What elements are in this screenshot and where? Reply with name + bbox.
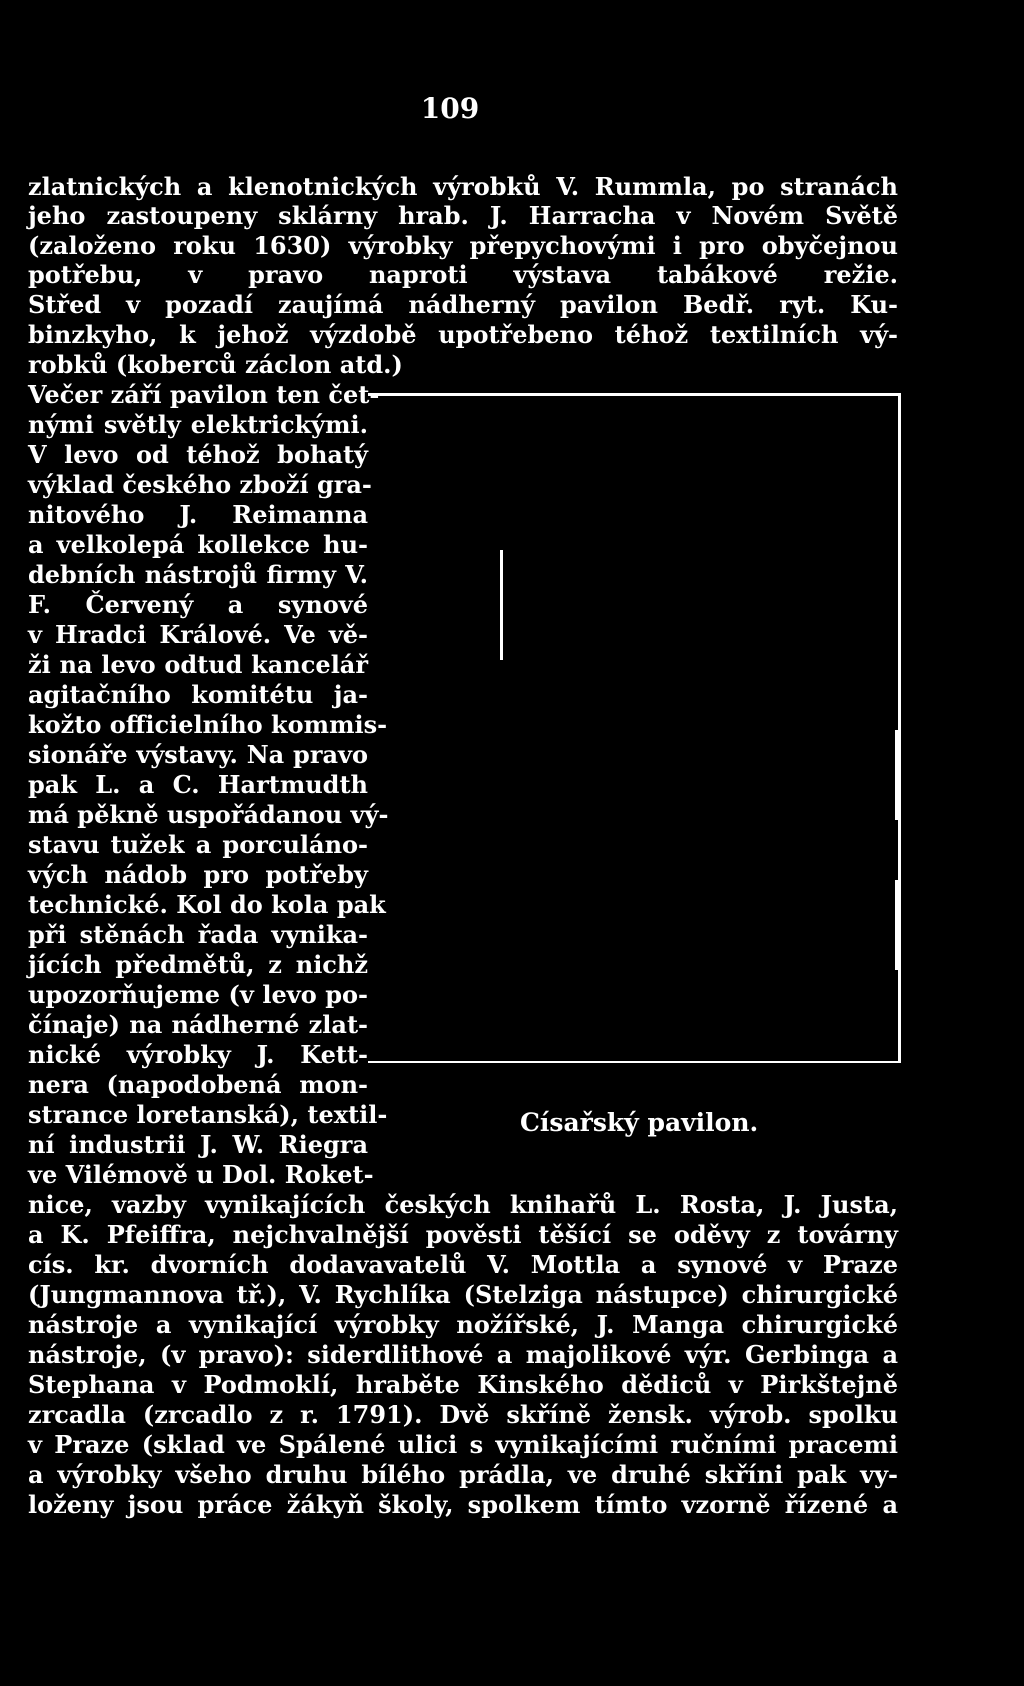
figure-mark-left (500, 550, 503, 660)
narrow-line-25: strance loretanská), textil- (28, 1100, 388, 1129)
narrow-line-17: vých nádob pro potřeby (28, 860, 368, 889)
narrow-line-20: jících předmětů, z nichž (28, 950, 368, 979)
bottom-line-9: zrcadla (zrcadlo z r. 1791). Dvě skříně žensk. výrob. spolku (28, 1400, 898, 1429)
bottom-line-8: Stephana v Podmoklí, hraběte Kinského dědiců v Pirkštejně (28, 1370, 898, 1399)
bottom-line-7: nástroje, (v pravo): siderdlithové a majolikové výr. Gerbinga a (28, 1340, 898, 1369)
bottom-line-12: loženy jsou práce žákyň školy, spolkem tímto vzorně řízené a (28, 1490, 898, 1519)
text-line-3: (založeno roku 1630) výrobky přepychovými i pro obyčejnou (28, 231, 898, 260)
narrow-line-1: Večer září pavilon ten čet- (28, 380, 380, 409)
narrow-line-23: nické výrobky J. Kett- (28, 1040, 368, 1069)
narrow-line-13: sionáře výstavy. Na pravo (28, 740, 368, 769)
narrow-line-6: a velkolepá kollekce hu- (28, 530, 368, 559)
narrow-line-10: ži na levo odtud kancelář (28, 650, 368, 679)
narrow-line-11: agitačního komitétu ja- (28, 680, 368, 709)
text-line-5: Střed v pozadí zaujímá nádherný pavilon Bedř. ryt. Ku- (28, 290, 898, 319)
bottom-line-11: a výrobky všeho druhu bílého prádla, ve druhé skříni pak vy- (28, 1460, 898, 1489)
narrow-line-24: nera (napodobená mon- (28, 1070, 368, 1099)
text-line-4: potřebu, v pravo naproti výstava tabákové režie. (28, 260, 898, 289)
text-line-1: zlatnických a klenotnických výrobků V. Rummla, po stranách (28, 172, 898, 201)
narrow-line-14: pak L. a C. Hartmudth (28, 770, 368, 799)
narrow-line-12: kožto officielního kommis- (28, 710, 388, 739)
figure-caption: Císařský pavilon. (520, 1108, 759, 1137)
text-line-2: jeho zastoupeny sklárny hrab. J. Harracha v Novém Světě (28, 201, 898, 230)
bottom-line-1: ve Vilémově u Dol. Roket- (28, 1160, 374, 1189)
bottom-line-5: (Jungmannova tř.), V. Rychlíka (Stelziga nástupce) chirurgické (28, 1280, 898, 1309)
bottom-line-10: v Praze (sklad ve Spálené ulici s vynikajícími ručními pracemi (28, 1430, 898, 1459)
bottom-line-3: a K. Pfeiffra, nejchvalnější pověsti těšící se oděvy z továrny (28, 1220, 898, 1249)
text-line-6: binzkyho, k jehož výzdobě upotřebeno téhož textilních vý- (28, 320, 898, 349)
narrow-line-19: při stěnách řada vynika- (28, 920, 368, 949)
narrow-line-15: má pěkně uspořádanou vý- (28, 800, 389, 829)
bottom-line-2: nice, vazby vynikajících českých knihařů L. Rosta, J. Justa, (28, 1190, 898, 1219)
narrow-line-8: F. Červený a synové (28, 590, 368, 619)
narrow-line-9: v Hradci Králové. Ve vě- (28, 620, 368, 649)
figure-frame (368, 393, 901, 1063)
bottom-line-6: nástroje a vynikající výrobky nožířské, J. Manga chirurgické (28, 1310, 898, 1339)
narrow-line-16: stavu tužek a porculáno- (28, 830, 368, 859)
narrow-line-5: nitového J. Reimanna (28, 500, 368, 529)
figure-mark-right-1 (895, 730, 898, 820)
narrow-line-21: upozorňujeme (v levo po- (28, 980, 368, 1009)
narrow-line-26: ní industrii J. W. Riegra (28, 1130, 368, 1159)
narrow-line-18: technické. Kol do kola pak (28, 890, 386, 919)
page-number: 109 (420, 92, 480, 125)
narrow-line-2: nými světly elektrickými. (28, 410, 368, 439)
narrow-line-7: debních nástrojů firmy V. (28, 560, 368, 589)
bottom-line-4: cís. kr. dvorních dodavavatelů V. Mottla a synové v Praze (28, 1250, 898, 1279)
text-line-7: robků (koberců záclon atd.) (28, 350, 403, 379)
narrow-line-4: výklad českého zboží gra- (28, 470, 372, 499)
figure-mark-right-2 (895, 880, 898, 970)
narrow-line-22: čínaje) na nádherné zlat- (28, 1010, 368, 1039)
narrow-line-3: V levo od téhož bohatý (28, 440, 368, 469)
